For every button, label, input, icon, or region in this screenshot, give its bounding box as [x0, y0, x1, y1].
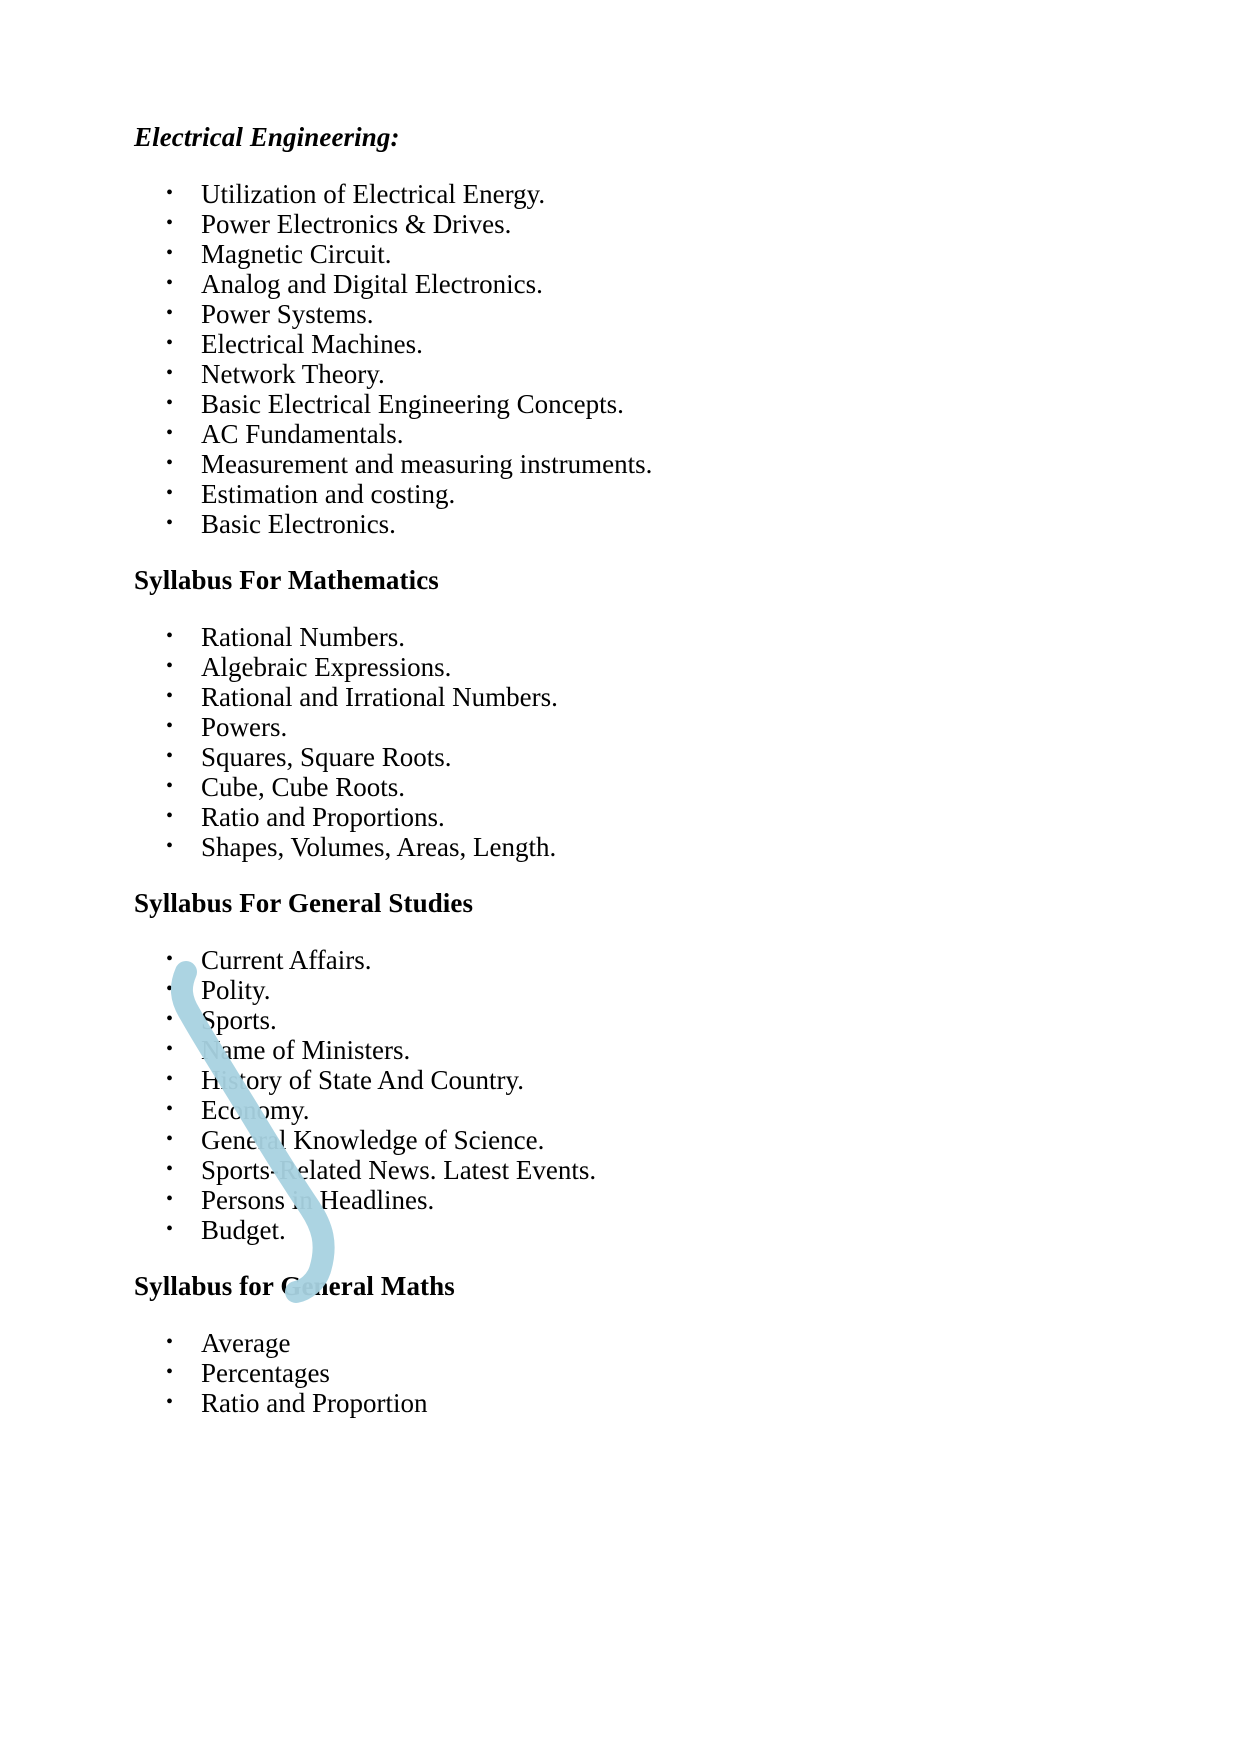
list-item: • General Knowledge of Science.: [134, 1125, 1124, 1155]
list-item: • Measurement and measuring instruments.: [134, 449, 1124, 479]
spacer: [134, 1302, 1124, 1328]
list-item: • Ratio and Proportions.: [134, 802, 1124, 832]
list-item: • Percentages: [134, 1358, 1124, 1388]
list-item: • Polity.: [134, 975, 1124, 1005]
document-body: [134, 122, 1124, 1418]
list-item: • Ratio and Proportion: [134, 1388, 1124, 1418]
section-heading-general-maths: Syllabus for General Maths: [134, 1271, 455, 1302]
list-item: • Economy.: [134, 1095, 1124, 1125]
section-heading-electrical-engineering: Electrical Engineering:: [134, 122, 400, 152]
list-item: • Shapes, Volumes, Areas, Length.: [134, 832, 1124, 862]
list-item: • Persons in Headlines.: [134, 1185, 1124, 1215]
list-item: • Analog and Digital Electronics.: [134, 269, 1124, 299]
section-heading-mathematics: Syllabus For Mathematics: [134, 565, 439, 596]
list-item: • AC Fundamentals.: [134, 419, 1124, 449]
list-item: • Basic Electrical Engineering Concepts.: [134, 389, 1124, 419]
list-item: • Sports.: [134, 1005, 1124, 1035]
list-general-maths: [134, 1328, 1124, 1418]
list-item: • Cube, Cube Roots.: [134, 772, 1124, 802]
list-item: • Current Affairs.: [134, 945, 1124, 975]
list-item: • Budget.: [134, 1215, 1124, 1245]
list-item: • Estimation and costing.: [134, 479, 1124, 509]
list-item: • Sports-Related News. Latest Events.: [134, 1155, 1124, 1185]
spacer: [134, 153, 1124, 179]
list-item: • Algebraic Expressions.: [134, 652, 1124, 682]
spacer: [134, 919, 1124, 945]
list-item: • Electrical Machines.: [134, 329, 1124, 359]
list-general-studies: [134, 945, 1124, 1245]
list-item: • Power Electronics & Drives.: [134, 209, 1124, 239]
spacer: [134, 1245, 1124, 1271]
list-item: • Average: [134, 1328, 1124, 1358]
section-heading-general-studies: Syllabus For General Studies: [134, 888, 474, 919]
spacer: [134, 539, 1124, 565]
list-item: • Utilization of Electrical Energy.: [134, 179, 1124, 209]
list-item: • Basic Electronics.: [134, 509, 1124, 539]
list-mathematics: [134, 622, 1124, 862]
list-item: • History of State And Country.: [134, 1065, 1124, 1095]
list-item: • Rational Numbers.: [134, 622, 1124, 652]
spacer: [134, 862, 1124, 888]
list-electrical-engineering: [134, 179, 1124, 539]
list-item: • Power Systems.: [134, 299, 1124, 329]
list-item: • Network Theory.: [134, 359, 1124, 389]
list-item: • Name of Ministers.: [134, 1035, 1124, 1065]
list-item: • Rational and Irrational Numbers.: [134, 682, 1124, 712]
spacer: [134, 596, 1124, 622]
list-item: • Squares, Square Roots.: [134, 742, 1124, 772]
list-item: • Powers.: [134, 712, 1124, 742]
list-item: • Magnetic Circuit.: [134, 239, 1124, 269]
